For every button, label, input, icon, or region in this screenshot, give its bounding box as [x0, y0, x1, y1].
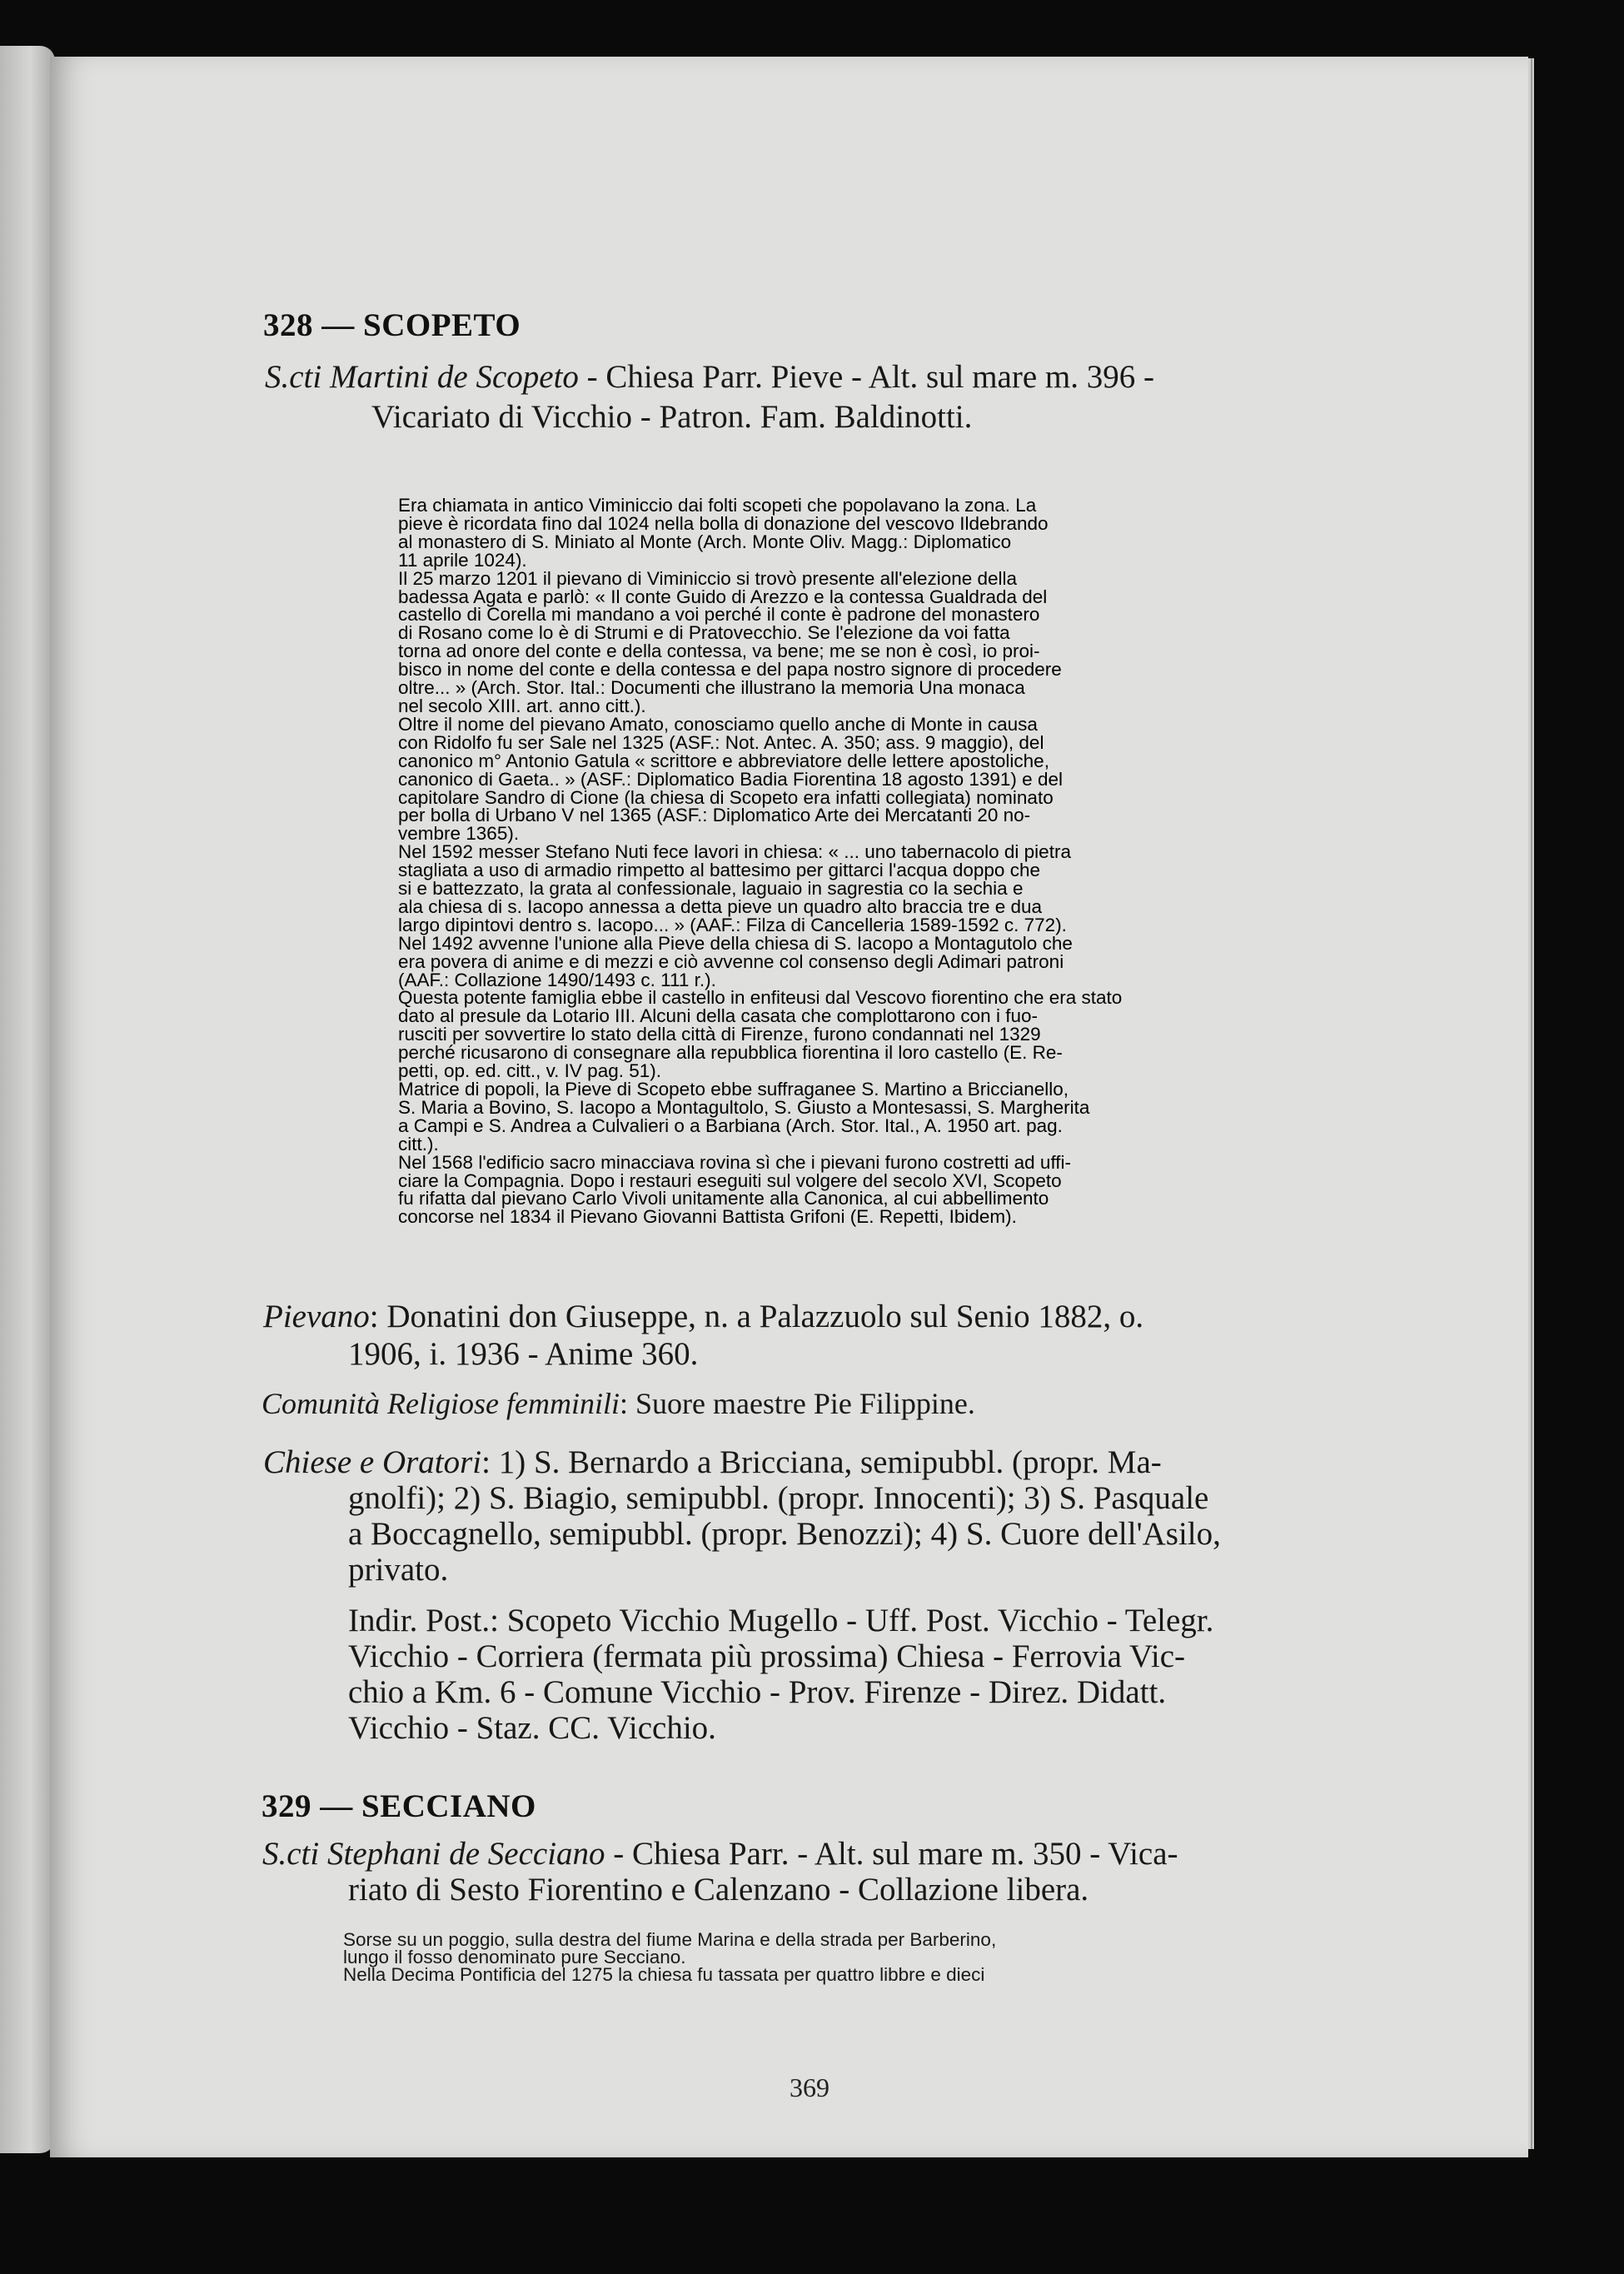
- comunita-line: Comunità Religiose femminili: Suore maestre Pie Filippine.: [262, 1387, 975, 1420]
- entry-328-title-italic: S.cti Martini de Scopeto: [265, 359, 579, 395]
- body-line: bisco in nome del conte e della contessa e del papa nostro signore di procedere: [398, 659, 1062, 681]
- body-line: petti, op. ed. citt., v. IV pag. 51).: [398, 1060, 661, 1082]
- adjacent-page-edge: [0, 46, 55, 2153]
- pievano-line-1: Pievano: Donatini don Giuseppe, n. a Palazzuolo sul Senio 1882, o.: [263, 1299, 1144, 1334]
- body-line: citt.).: [398, 1133, 439, 1154]
- body-line: fu rifatta dal pievano Carlo Vivoli unitamente alla Canonica, al cui abbellimento: [398, 1188, 1049, 1209]
- body-line: Nel 1492 avvenne l'unione alla Pieve della chiesa di S. Iacopo a Montagutolo che: [398, 932, 1073, 954]
- body-line: 11 aprile 1024).: [398, 549, 527, 571]
- body-line: canonico di Gaeta.. » (ASF.: Diplomatico Badia Fiorentina 18 agosto 1391) e del: [398, 768, 1063, 790]
- entry-328-title-line-1: [265, 358, 1154, 396]
- indirizzo-line-2: Vicchio - Corriera (fermata più prossima) Chiesa - Ferrovia Vic-: [348, 1638, 1185, 1674]
- body-line: canonico m° Antonio Gatula « scrittore e abbreviatore delle lettere apostoliche,: [398, 750, 1049, 771]
- chiese-line-3: a Boccagnello, semipubbl. (propr. Benozzi); 4) S. Cuore dell'Asilo,: [348, 1516, 1221, 1552]
- body-line: con Ridolfo fu ser Sale nel 1325 (ASF.: Not. Antec. A. 350; ass. 9 maggio), del: [398, 731, 1044, 753]
- page-number: 369: [790, 2072, 829, 2102]
- entry-329-title-rest: - Chiesa Parr. - Alt. sul mare m. 350 - Vica-: [605, 1836, 1178, 1872]
- body-line: al monastero di S. Miniato al Monte (Arch. Monte Oliv. Magg.: Diplomatico: [398, 531, 1012, 552]
- body-line: torna ad onore del conte e della contessa, va bene; me se non è così, io proi-: [398, 641, 1040, 662]
- entry-329-heading: 329 — SECCIANO: [262, 1788, 536, 1824]
- body-line: Il 25 marzo 1201 il pievano di Viminiccio si trovò presente all'elezione della: [398, 567, 1018, 589]
- body-line: di Rosano come lo è di Strumi e di Pratovecchio. Se l'elezione da voi fatta: [398, 622, 1010, 644]
- body-line: si e battezzato, la grata al confessionale, laguaio in sagrestia co la sechia e: [398, 878, 1024, 900]
- indirizzo-line-1: Indir. Post.: Scopeto Vicchio Mugello - Uff. Post. Vicchio - Telegr.: [348, 1603, 1214, 1638]
- chiese-label: Chiese e Oratori: [263, 1444, 482, 1480]
- body-line: Matrice di popoli, la Pieve di Scopeto ebbe suffraganee S. Martino a Briccianello,: [398, 1079, 1069, 1100]
- body-line: nel secolo XIII. art. anno citt.).: [398, 695, 646, 716]
- body-line: S. Maria a Bovino, S. Iacopo a Montagultolo, S. Giusto a Montesassi, S. Margherita: [398, 1096, 1090, 1118]
- body-line: stagliata a uso di armadio rimpetto al battesimo per gittarci l'acqua doppo che: [398, 860, 1040, 881]
- chiese-line-4: privato.: [348, 1552, 449, 1588]
- body-line: per bolla di Urbano V nel 1365 (ASF.: Diplomatico Arte dei Mercatanti 20 no-: [398, 805, 1031, 826]
- body-line: era povera di anime e di mezzi e ciò avvenne col consenso degli Adimari patroni: [398, 950, 1064, 972]
- entry-329-title-italic: S.cti Stephani de Secciano: [262, 1836, 605, 1872]
- pievano-line-2: 1906, i. 1936 - Anime 360.: [348, 1336, 699, 1372]
- entry-328-title-rest: - Chiesa Parr. Pieve - Alt. sul mare m. 396 -: [578, 359, 1154, 395]
- body-line: pieve è ricordata fino dal 1024 nella bolla di donazione del vescovo Ildebrando: [398, 512, 1049, 534]
- body-line: vembre 1365).: [398, 823, 520, 845]
- entry-328-heading: 328 — SCOPETO: [263, 307, 521, 343]
- chiese-line-2: gnolfi); 2) S. Biagio, semipubbl. (propr. Innocenti); 3) S. Pasquale: [348, 1480, 1209, 1516]
- body-line: dato al presule da Lotario III. Alcuni della casata che complottarono con i fuo-: [398, 1005, 1038, 1027]
- indirizzo-line-3: chio a Km. 6 - Comune Vicchio - Prov. Firenze - Direz. Didatt.: [348, 1674, 1167, 1710]
- chiese-line-1: Chiese e Oratori: 1) S. Bernardo a Bricciana, semipubbl. (propr. Ma-: [263, 1444, 1162, 1480]
- body-line: a Campi e S. Andrea a Culvalieri o a Barbiana (Arch. Stor. Ital., A. 1950 art. pag.: [398, 1115, 1063, 1136]
- body-line: largo dipintovi dentro s. Iacopo... » (AAF.: Filza di Cancelleria 1589-1592 c. 772).: [398, 914, 1067, 935]
- entry-329-title-line-2: riato di Sesto Fiorentino e Calenzano - Collazione libera.: [348, 1872, 1089, 1907]
- body-line: Oltre il nome del pievano Amato, conosciamo quello anche di Monte in causa: [398, 713, 1038, 735]
- indirizzo-line-4: Vicchio - Staz. CC. Vicchio.: [348, 1710, 716, 1746]
- entry-329-body-line: Nella Decima Pontificia del 1275 la chiesa fu tassata per quattro libbre e dieci: [343, 1964, 985, 1985]
- book-page: [50, 57, 1528, 2157]
- body-line: Nel 1592 messer Stefano Nuti fece lavori in chiesa: « ... uno tabernacolo di pietra: [398, 841, 1071, 863]
- comunita-label: Comunità Religiose femminili: [262, 1387, 620, 1420]
- body-line: ala chiesa di s. Iacopo annessa a detta pieve un quadro alto braccia tre e dua: [398, 895, 1043, 917]
- body-line: Era chiamata in antico Viminiccio dai folti scopeti che popolavano la zona. La: [398, 495, 1037, 516]
- body-line: Questa potente famiglia ebbe il castello in enfiteusi dal Vescovo fiorentino che era stato: [398, 987, 1123, 1009]
- body-line: perché ricusarono di consegnare alla repubblica fiorentina il loro castello (E. Re-: [398, 1042, 1063, 1064]
- entry-328-body: [398, 496, 1314, 1226]
- body-line: rusciti per sovvertire lo stato della città di Firenze, furono condannati nel 1329: [398, 1024, 1041, 1045]
- pievano-label: Pievano: [263, 1299, 370, 1334]
- entry-329-body-line: lungo il fosso denominato pure Secciano.: [343, 1947, 686, 1967]
- body-line: (AAF.: Collazione 1490/1493 c. 111 r.).: [398, 969, 716, 990]
- entry-328-title-line-2: Vicariato di Vicchio - Patron. Fam. Baldinotti.: [371, 399, 973, 435]
- entry-329-body-line: Sorse su un poggio, sulla destra del fiume Marina e della strada per Barberino,: [343, 1929, 997, 1950]
- body-line: oltre... » (Arch. Stor. Ital.: Documenti che illustrano la memoria Una monaca: [398, 677, 1025, 699]
- body-line: badessa Agata e parlò: « Il conte Guido di Arezzo e la contessa Gualdrada del: [398, 586, 1048, 607]
- entry-329-title-line-1: [262, 1835, 1178, 1873]
- body-line: concorse nel 1834 il Pievano Giovanni Battista Grifoni (E. Repetti, Ibidem).: [398, 1206, 1017, 1228]
- body-line: castello di Corella mi mandano a voi perché il conte è padrone del monastero: [398, 604, 1040, 626]
- body-line: ciare la Compagnia. Dopo i restauri eseguiti sul volgere del secolo XVI, Scopeto: [398, 1169, 1062, 1191]
- body-line: capitolare Sandro di Cione (la chiesa di Scopeto era infatti collegiata) nominato: [398, 786, 1054, 808]
- body-line: Nel 1568 l'edificio sacro minacciava rovina sì che i pievani furono costretti ad uffi-: [398, 1151, 1072, 1173]
